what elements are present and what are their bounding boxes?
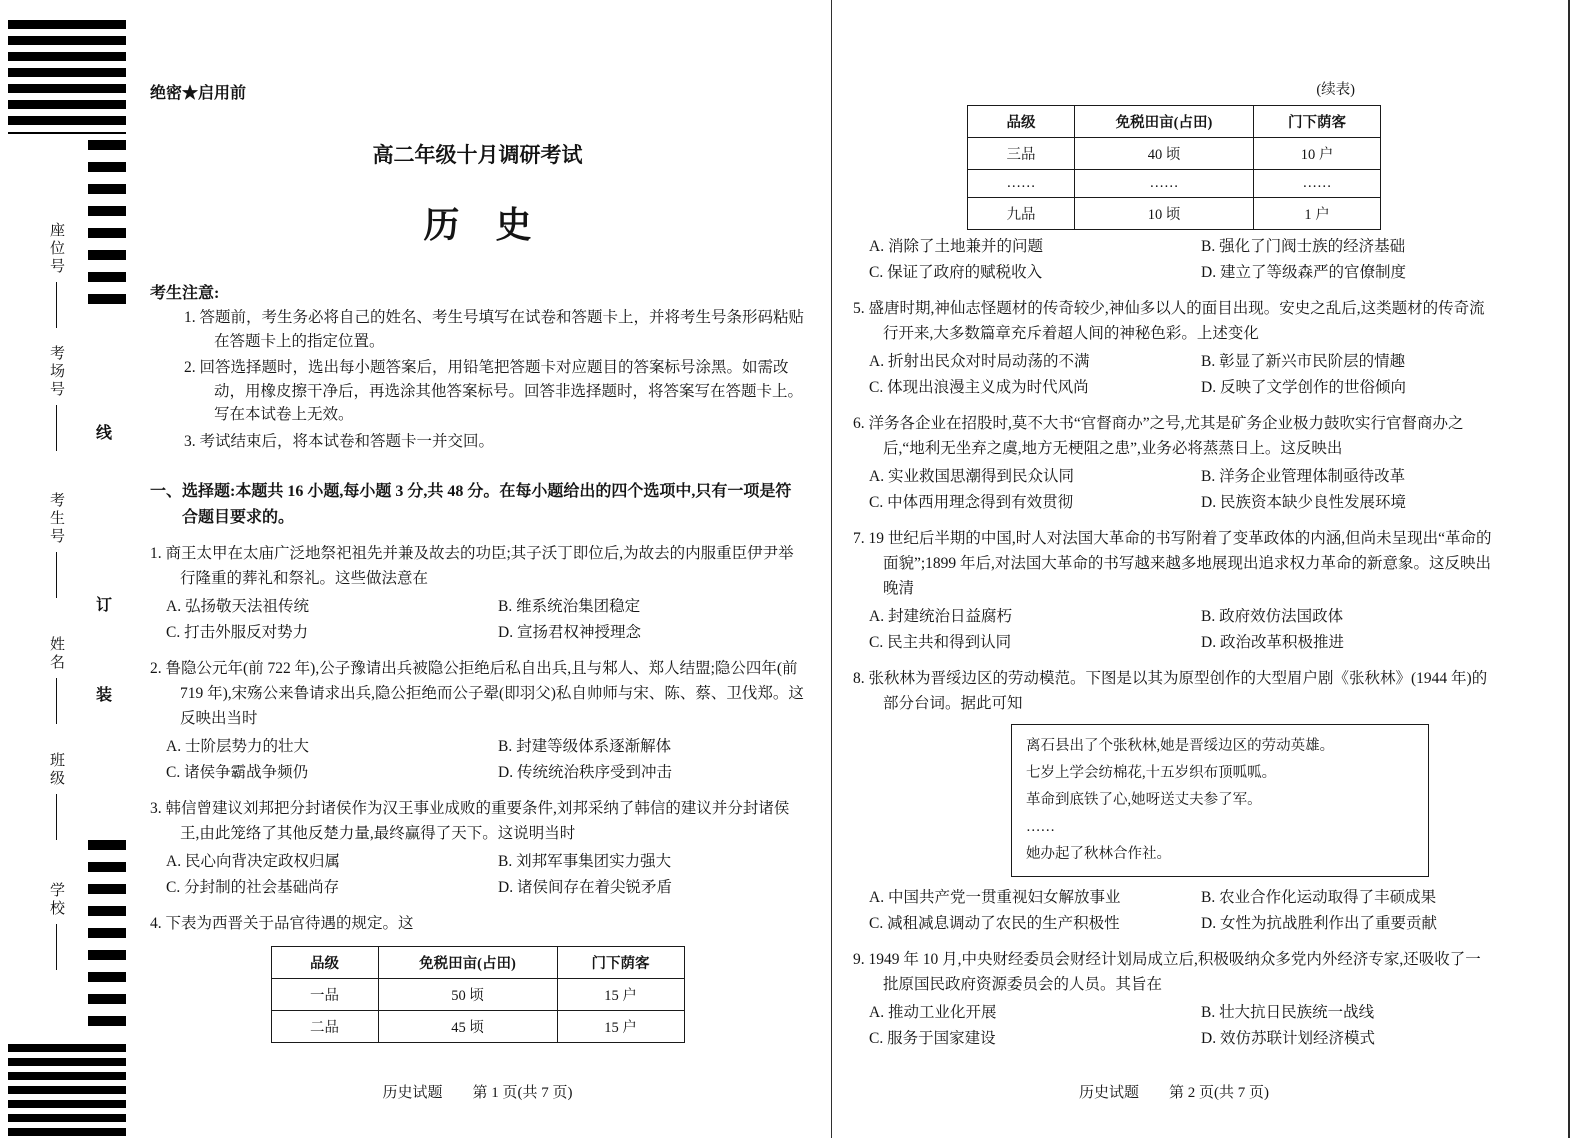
- table-row: [968, 198, 1381, 230]
- opera-lyrics-box: [1011, 724, 1429, 877]
- question-1-stem: 1. 商王太甲在太庙广泛地祭祀祖先并兼及故去的功臣;其子沃丁即位后,为故去的内服重臣伊尹举行隆重的葬礼和祭礼。这些做法意在: [150, 545, 794, 587]
- fill-in-line: [56, 405, 57, 451]
- lyrics-line: 革命到底铁了心,她呀送丈夫参了军。: [1026, 792, 1262, 808]
- table-cell: ……: [968, 170, 1075, 198]
- option-b: B. 农业合作化运动取得了丰硕成果: [1201, 889, 1437, 906]
- fill-in-line: [56, 924, 57, 970]
- exam-room-label: 考场号: [48, 345, 64, 399]
- official-rank-table-page2: [967, 105, 1381, 230]
- school-label: 学校: [48, 882, 64, 918]
- fill-in-line: [56, 794, 57, 840]
- option-d: D. 女性为抗战胜利作出了重要贡献: [1201, 915, 1437, 932]
- option-c: C. 服务于国家建设: [869, 1030, 996, 1047]
- table-header-retainers: 门下荫客: [1254, 106, 1381, 138]
- binding-field-seat-number: [46, 222, 67, 328]
- question-9-options: [853, 1000, 1495, 1052]
- table-cell: 40 顷: [1075, 138, 1254, 170]
- page-divider-line: [831, 0, 832, 1138]
- binding-field-school: [46, 882, 67, 970]
- lyrics-line: ……: [1026, 819, 1055, 835]
- question-2: [150, 656, 805, 786]
- notice-item-2: 2. 回答选择题时，选出每小题答案后，用铅笔把答题卡对应题目的答案标号涂黑。如需改动，用橡皮擦干净后，再选涂其他答案标号。回答非选择题时，将答案写在答题卡上。写在本试卷上无效。: [184, 359, 804, 423]
- option-b: B. 刘邦军事集团实力强大: [498, 853, 672, 870]
- question-8: [853, 666, 1495, 937]
- fill-in-line: [56, 678, 57, 724]
- table-header-rank: 品级: [968, 106, 1075, 138]
- question-4-options-block: [853, 234, 1495, 286]
- secrecy-label: 绝密★启用前: [150, 85, 247, 102]
- option-c: C. 民主共和得到认同: [869, 634, 1012, 651]
- notice-item-3: 3. 考试结束后，将本试卷和答题卡一并交回。: [184, 432, 495, 450]
- question-4-options: [853, 234, 1495, 286]
- fill-in-line: [56, 552, 57, 598]
- binding-char-bind: 装: [96, 687, 113, 704]
- option-a: A. 实业救国思潮得到民众认同: [869, 468, 1074, 485]
- scan-edge-line: [1568, 0, 1570, 1138]
- question-3-stem: 3. 韩信曾建议刘邦把分封诸侯作为汉王事业成败的重要条件,刘邦采纳了韩信的建议并分封诸侯王,由此笼络了其他反楚力量,最终赢得了天下。这说明当时: [150, 800, 790, 842]
- lyrics-line: 她办起了秋林合作社。: [1026, 846, 1171, 862]
- page-1-footer: 历史试题 第 1 页(共 7 页): [382, 1085, 573, 1101]
- table-cell: 15 户: [557, 1011, 684, 1043]
- option-a: A. 弘扬敬天法祖传统: [166, 598, 309, 615]
- option-c: C. 打击外服反对势力: [166, 624, 309, 641]
- option-a: A. 士阶层势力的壮大: [166, 738, 309, 755]
- registration-marks-bottom-left: [8, 1044, 126, 1136]
- option-a: A. 消除了土地兼并的问题: [869, 238, 1043, 255]
- option-d: D. 诸侯间存在着尖锐矛盾: [498, 879, 672, 896]
- continued-table-label: (续表): [1316, 82, 1355, 98]
- table-cell: 50 顷: [378, 979, 557, 1011]
- option-b: B. 彰显了新兴市民阶层的情趣: [1201, 353, 1406, 370]
- table-header-row: [968, 106, 1381, 138]
- question-8-options: [853, 885, 1495, 937]
- question-4: [150, 911, 805, 1043]
- table-header-rank: 品级: [271, 947, 378, 979]
- notice-item-1: 1. 答题前，考生务必将自己的姓名、考生号填写在试卷和答题卡上，并将考生号条形码粘贴在答题卡上的指定位置。: [184, 309, 805, 350]
- question-9: [853, 947, 1495, 1052]
- option-c: C. 体现出浪漫主义成为时代风尚: [869, 379, 1089, 396]
- name-label: 姓名: [48, 636, 64, 672]
- candidate-number-label: 考生号: [48, 492, 64, 546]
- official-rank-table-page1: [271, 946, 685, 1043]
- option-d: D. 传统统治秩序受到冲击: [498, 764, 672, 781]
- table-cell: 三品: [968, 138, 1075, 170]
- table-header-land: 免税田亩(占田): [378, 947, 557, 979]
- page-2: [853, 0, 1495, 1138]
- fill-in-line: [56, 282, 57, 328]
- binding-field-candidate-number: [46, 492, 67, 598]
- table-row: [271, 979, 684, 1011]
- question-7-stem: 7. 19 世纪后半期的中国,时人对法国大革命的书写附着了变革政体的内涵,但尚未呈现出“革命的面貌”;1899 年后,对法国大革命的书写越来越多地展现出追求权力革命的新意象。这反映出晚清: [853, 530, 1492, 597]
- question-6-stem: 6. 洋务各企业在招股时,莫不大书“官督商办”之号,尤其是矿务企业极力鼓吹实行官督商办之后,“地利无坐弃之虞,地方无梗阻之患”,业务必将蒸蒸日上。这反映出: [853, 415, 1464, 457]
- question-5-stem: 5. 盛唐时期,神仙志怪题材的传奇较少,神仙多以人的面目出现。安史之乱后,这类题材的传奇流行开来,大多数篇章充斥着超人间的神秘色彩。上述变化: [853, 300, 1485, 342]
- notice-heading: 考生注意:: [150, 285, 220, 302]
- option-d: D. 民族资本缺少良性发展环境: [1201, 494, 1406, 511]
- question-8-stem: 8. 张秋林为晋绥边区的劳动模范。下图是以其为原型创作的大型眉户剧《张秋林》(1944 年)的部分台词。据此可知: [853, 670, 1488, 712]
- option-d: D. 建立了等级森严的官僚制度: [1201, 264, 1406, 281]
- option-d: D. 效仿苏联计划经济模式: [1201, 1030, 1375, 1047]
- exam-title: 高二年级十月调研考试: [372, 143, 583, 167]
- option-b: B. 洋务企业管理体制亟待改革: [1201, 468, 1406, 485]
- table-header-land: 免税田亩(占田): [1075, 106, 1254, 138]
- table-cell: 10 户: [1254, 138, 1381, 170]
- question-1-options: [150, 594, 805, 646]
- page-2-footer: 历史试题 第 2 页(共 7 页): [1079, 1085, 1269, 1101]
- registration-marks-lower-strip: [88, 840, 126, 1036]
- binding-field-class: [46, 752, 67, 840]
- option-c: C. 诸侯争霸战争频仍: [166, 764, 309, 781]
- table-cell: ……: [1075, 170, 1254, 198]
- table-row: [968, 138, 1381, 170]
- table-cell: 1 户: [1254, 198, 1381, 230]
- question-2-options: [150, 734, 805, 786]
- question-7-options: [853, 604, 1495, 656]
- option-b: B. 壮大抗日民族统一战线: [1201, 1004, 1375, 1021]
- question-4-stem: 4. 下表为西晋关于品官待遇的规定。这: [150, 915, 414, 932]
- option-d: D. 反映了文学创作的世俗倾向: [1201, 379, 1406, 396]
- question-6-options: [853, 464, 1495, 516]
- table-cell: 10 顷: [1075, 198, 1254, 230]
- section-header: 一、选择题:本题共 16 小题,每小题 3 分,共 48 分。在每小题给出的四个选项中,只有一项是符合题目要求的。: [150, 483, 792, 526]
- table-row: [271, 1011, 684, 1043]
- option-a: A. 中国共产党一贯重视妇女解放事业: [869, 889, 1121, 906]
- table-header-row: [271, 947, 684, 979]
- binding-char-staple: 订: [96, 597, 113, 614]
- question-2-stem: 2. 鲁隐公元年(前 722 年),公子豫请出兵被隐公拒绝后私自出兵,且与邾人、郑人结盟;隐公四年(前 719 年),宋殇公来鲁请求出兵,隐公拒绝而公子翚(即羽父)私自帅师与宋、陈、蔡、卫伐郑。这反映出当时: [150, 660, 804, 727]
- subject-title: 历 史: [423, 205, 532, 245]
- lyrics-line: 离石县出了个张秋林,她是晋绥边区的劳动英雄。: [1026, 738, 1335, 754]
- option-c: C. 保证了政府的赋税收入: [869, 264, 1043, 281]
- option-b: B. 维系统治集团稳定: [498, 598, 641, 615]
- question-1: [150, 541, 805, 646]
- question-9-stem: 9. 1949 年 10 月,中央财经委员会财经计划局成立后,积极吸纳众多党内外经济专家,还吸收了一批原国民政府资源委员会的人员。其旨在: [853, 951, 1481, 993]
- option-d: D. 宣扬君权神授理念: [498, 624, 641, 641]
- binding-field-room-number: [46, 345, 67, 451]
- option-c: C. 中体西用理念得到有效贯彻: [869, 494, 1074, 511]
- option-b: B. 强化了门阀士族的经济基础: [1201, 238, 1406, 255]
- question-3-options: [150, 849, 805, 901]
- option-c: C. 分封制的社会基础尚存: [166, 879, 340, 896]
- option-b: B. 封建等级体系逐渐解体: [498, 738, 672, 755]
- table-cell: 15 户: [557, 979, 684, 1011]
- question-5: [853, 296, 1495, 401]
- registration-marks-upper-strip: [88, 140, 126, 306]
- option-a: A. 推动工业化开展: [869, 1004, 997, 1021]
- seat-number-label: 座位号: [48, 222, 64, 276]
- option-a: A. 折射出民众对时局动荡的不满: [869, 353, 1090, 370]
- binding-char-line: 线: [96, 425, 113, 442]
- question-6: [853, 411, 1495, 516]
- lyrics-line: 七岁上学会纺棉花,十五岁织布顶呱呱。: [1026, 765, 1277, 781]
- option-b: B. 政府效仿法国政体: [1201, 608, 1344, 625]
- option-c: C. 减租减息调动了农民的生产积极性: [869, 915, 1120, 932]
- binding-field-name: [46, 636, 67, 724]
- table-cell: 二品: [271, 1011, 378, 1043]
- table-header-retainers: 门下荫客: [557, 947, 684, 979]
- registration-marks-top-left: [8, 20, 126, 134]
- option-a: A. 民心向背决定政权归属: [166, 853, 340, 870]
- table-cell: 九品: [968, 198, 1075, 230]
- question-5-options: [853, 349, 1495, 401]
- table-cell: 一品: [271, 979, 378, 1011]
- question-7: [853, 526, 1495, 656]
- page-1: [150, 0, 805, 1138]
- table-cell: 45 顷: [378, 1011, 557, 1043]
- table-row: [968, 170, 1381, 198]
- option-d: D. 政治改革积极推进: [1201, 634, 1344, 651]
- class-label: 班级: [48, 752, 64, 788]
- table-cell: ……: [1254, 170, 1381, 198]
- question-3: [150, 796, 805, 901]
- option-a: A. 封建统治日益腐朽: [869, 608, 1012, 625]
